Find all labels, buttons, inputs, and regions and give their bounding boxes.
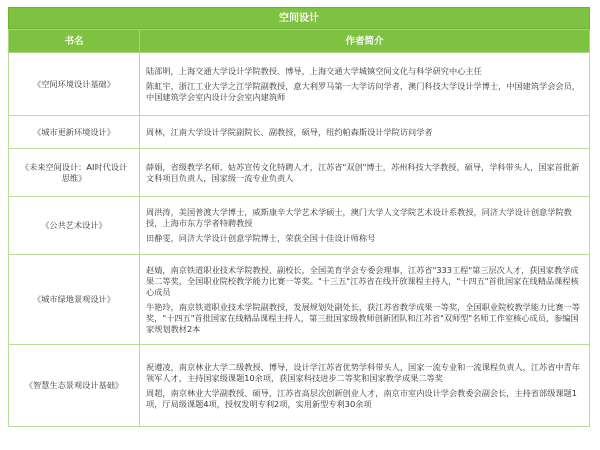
book-title: 《未来空间设计：AI时代设计思维》: [9, 149, 140, 197]
author-bio: 牛艳玲，南京铁道职业技术学院副教授，发展规划处副处长，获江苏省教学成果一等奖，全国职业院校教学能力比赛一等奖，"十四五"首批国家在线精品课程主持人，第三批国家级教师创新团队和江苏省"双师型"名师工作室核心成员，参编国家规划教材2本: [146, 301, 580, 334]
author-bio: 赵婧，南京铁道职业技术学院教授、副校长，全国美育学会专委会理事，江苏省"333工程"第三层次人才，获国家教学成果二等奖，全国职业院校教学能力比赛一等奖。"十三五"江苏省在线开放课程主持人，"十四五"首批国家在线精品课程核心成员: [146, 264, 579, 297]
table-row: [9, 116, 590, 149]
author-bio-cell: [140, 255, 590, 345]
author-bio-cell: [140, 149, 590, 197]
author-bio: 周洪涛，美国普渡大学博士，威斯康辛大学艺术学硕士，澳门大学人文学院艺术设计系教授，同济大学设计创意学院教授，上海市东方学者特聘教授: [146, 207, 572, 228]
author-bio: 陈虹宇，浙江工业大学之江学院副教授，意大利罗马第一大学访问学者，澳门科技大学设计学博士，中国建筑学会会员，中国建筑学会室内设计分会室内建筑师: [146, 80, 580, 102]
table-row: [9, 345, 590, 427]
book-title: 《空间环境设计基础》: [9, 53, 140, 116]
book-title: 《城市绿地景观设计》: [9, 255, 140, 345]
book-title: 《城市更新环境设计》: [9, 116, 140, 149]
table-row: [9, 149, 590, 197]
header-book: 书名: [9, 30, 140, 53]
author-bio: 陆邵明，上海交通大学设计学院教授、博导，上海交通大学城镇空间文化与科学研究中心主任: [146, 65, 482, 76]
table-title: 空间设计: [8, 7, 590, 29]
author-bio: 祝遵凌，南京林业大学二级教授、博导，设计学江苏省优势学科带头人，国家一流专业和一流课程负责人，江苏省中青年领军人才，主持国家级课题10余项，获国家科技进步二等奖和国家教学成果二等奖: [146, 361, 580, 383]
table-row: [9, 53, 590, 116]
header-author: 作者简介: [140, 30, 590, 53]
table-row: [9, 197, 590, 255]
author-bio-cell: [140, 53, 590, 116]
author-bio-cell: [140, 345, 590, 427]
author-bio: 薛娟，省级教学名师，姑苏宣传文化特聘人才，江苏省"双创"博士，苏州科技大学教授，硕导，学科带头人，国家首批新文科项目负责人，国家级一流专业负责人: [146, 161, 580, 183]
header-row: [9, 30, 590, 53]
author-bio: 周林，江南大学设计学院副院长、副教授，硕导，纽约帕森斯设计学院访问学者: [146, 126, 433, 137]
author-bio: 周超，南京林业大学副教授、硕导，江苏省高层次创新创业人才，南京市室内设计学会教委会副会长，主持省部级课题1项，厅局级课题4项，授权发明专利2项，实用新型专利30余项: [146, 387, 577, 409]
book-title: 《智慧生态景观设计基础》: [9, 345, 140, 427]
author-bio: 田静雯，同济大学设计创意学院博士，荣获全国十佳设计师称号: [146, 233, 376, 243]
book-table: [8, 29, 590, 427]
book-table-container: [8, 7, 590, 427]
book-title: 《公共艺术设计》: [9, 197, 140, 255]
author-bio-cell: [140, 116, 590, 149]
author-bio-cell: [140, 197, 590, 255]
table-row: [9, 255, 590, 345]
